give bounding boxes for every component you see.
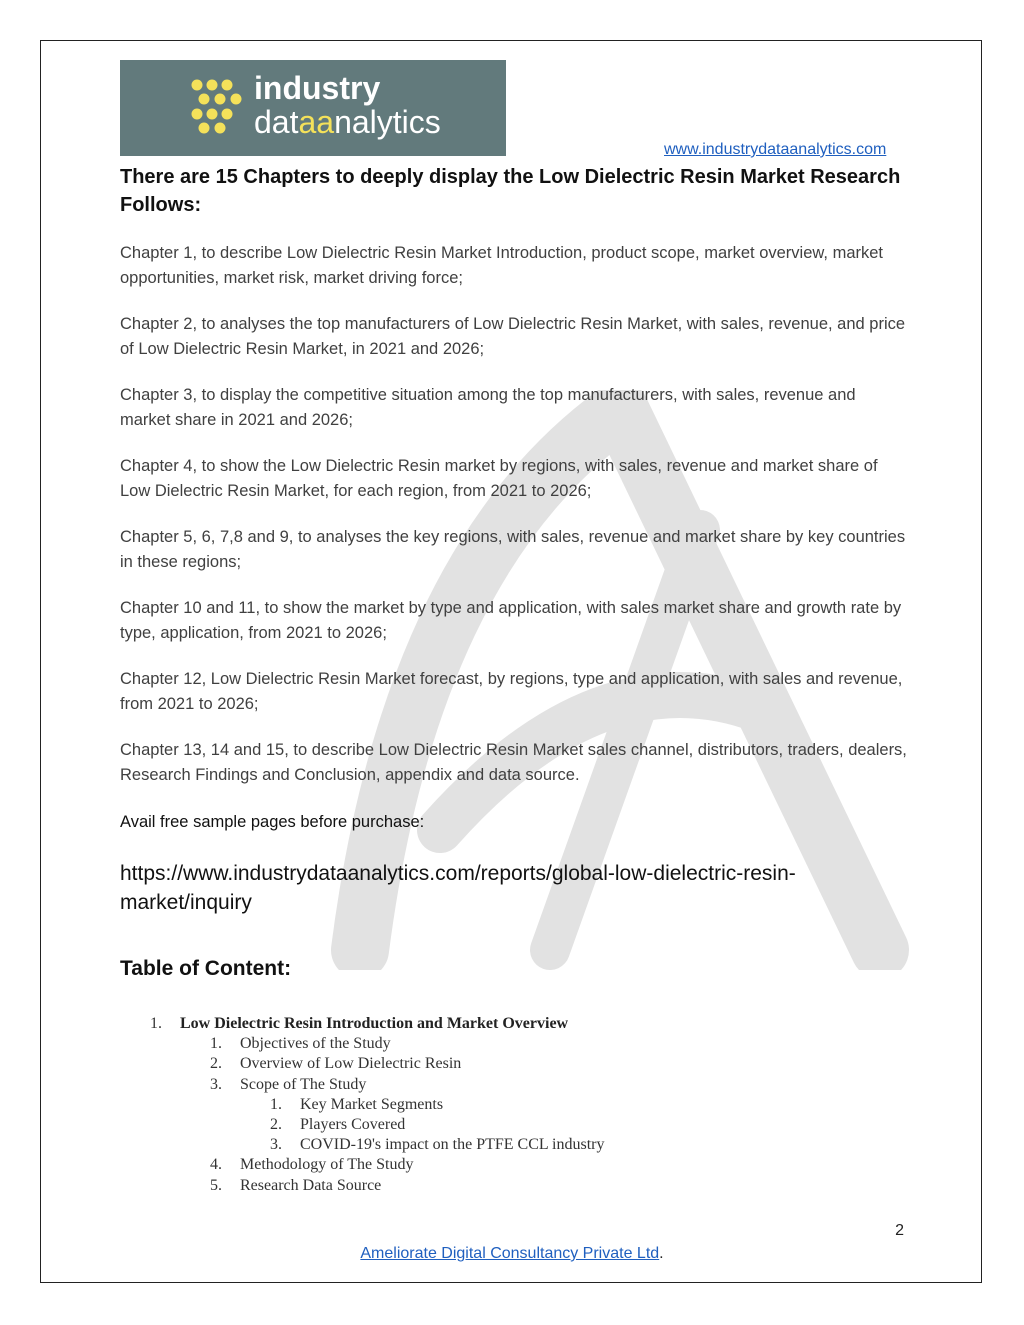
company-link[interactable]: Ameliorate Digital Consultancy Private Ltd [360,1245,660,1262]
company-logo [120,60,506,156]
footer [0,1245,1024,1263]
sample-url-link[interactable]: https://www.industrydataanalytics.com/reports/global-low-dielectric-resin-market/inquiry [120,862,796,914]
toc-item: 2. Overview of Low Dielectric Resin [210,1055,462,1073]
logo-word-industry: industry [254,70,381,106]
page-number: 2 [895,1222,904,1239]
toc-item: 3. COVID-19's impact on the PTFE CCL industry [270,1136,605,1154]
chapter-paragraph: Chapter 10 and 11, to show the market by type and application, with sales market share and growth rate by type, application, from 2021 to 2026; [120,599,902,642]
chapter-paragraph: Chapter 5, 6, 7,8 and 9, to analyses the key regions, with sales, revenue and market share by key countries in these regions; [120,528,906,571]
chapter-paragraph: Chapter 13, 14 and 15, to describe Low Dielectric Resin Market sales channel, distributors, traders, dealers, Research Findings and Conclusion, appendix and data source. [120,741,907,784]
avail-sample-label: Avail free sample pages before purchase: [120,813,425,831]
logo-word-dataanalytics: dataanalytics [254,104,441,140]
logo-dots-icon [190,78,244,136]
table-of-contents [120,1014,820,1196]
chapter-paragraph: Chapter 2, to analyses the top manufacturers of Low Dielectric Resin Market, with sales, revenue, and price of Low Dielectric Resin Market, in 2021 and 2026; [120,315,906,358]
toc-item: 4. Methodology of The Study [210,1156,414,1174]
chapter-paragraph: Chapter 3, to display the competitive situation among the top manufacturers, with sales, revenue and market share in 2021 and 2026; [120,386,856,429]
chapter-paragraph: Chapter 1, to describe Low Dielectric Resin Market Introduction, product scope, market overview, market opportunities, market risk, market driving force; [120,244,883,287]
toc-item: 1. Low Dielectric Resin Introduction and Market Overview [150,1015,569,1032]
toc-title: Table of Content: [120,957,292,980]
website-link[interactable]: www.industrydataanalytics.com [664,141,887,158]
footer-period: . [659,1245,664,1262]
toc-item: 2. Players Covered [270,1115,406,1133]
main-content [120,163,910,983]
chapter-paragraph: Chapter 4, to show the Low Dielectric Resin market by regions, with sales, revenue and market share of Low Dielectric Resin Market, for each region, from 2021 to 2026; [120,457,878,500]
toc-item: 3. Scope of The Study [210,1075,367,1093]
toc-item: 1. Objectives of the Study [210,1035,391,1053]
chapter-paragraph: Chapter 12, Low Dielectric Resin Market forecast, by regions, type and application, with sales and revenue, from 2021 to 2026; [120,670,903,713]
toc-item: 5. Research Data Source [210,1176,382,1194]
page-heading: There are 15 Chapters to deeply display the Low Dielectric Resin Market Research Follows: [120,166,901,216]
toc-item: 1. Key Market Segments [270,1095,444,1113]
